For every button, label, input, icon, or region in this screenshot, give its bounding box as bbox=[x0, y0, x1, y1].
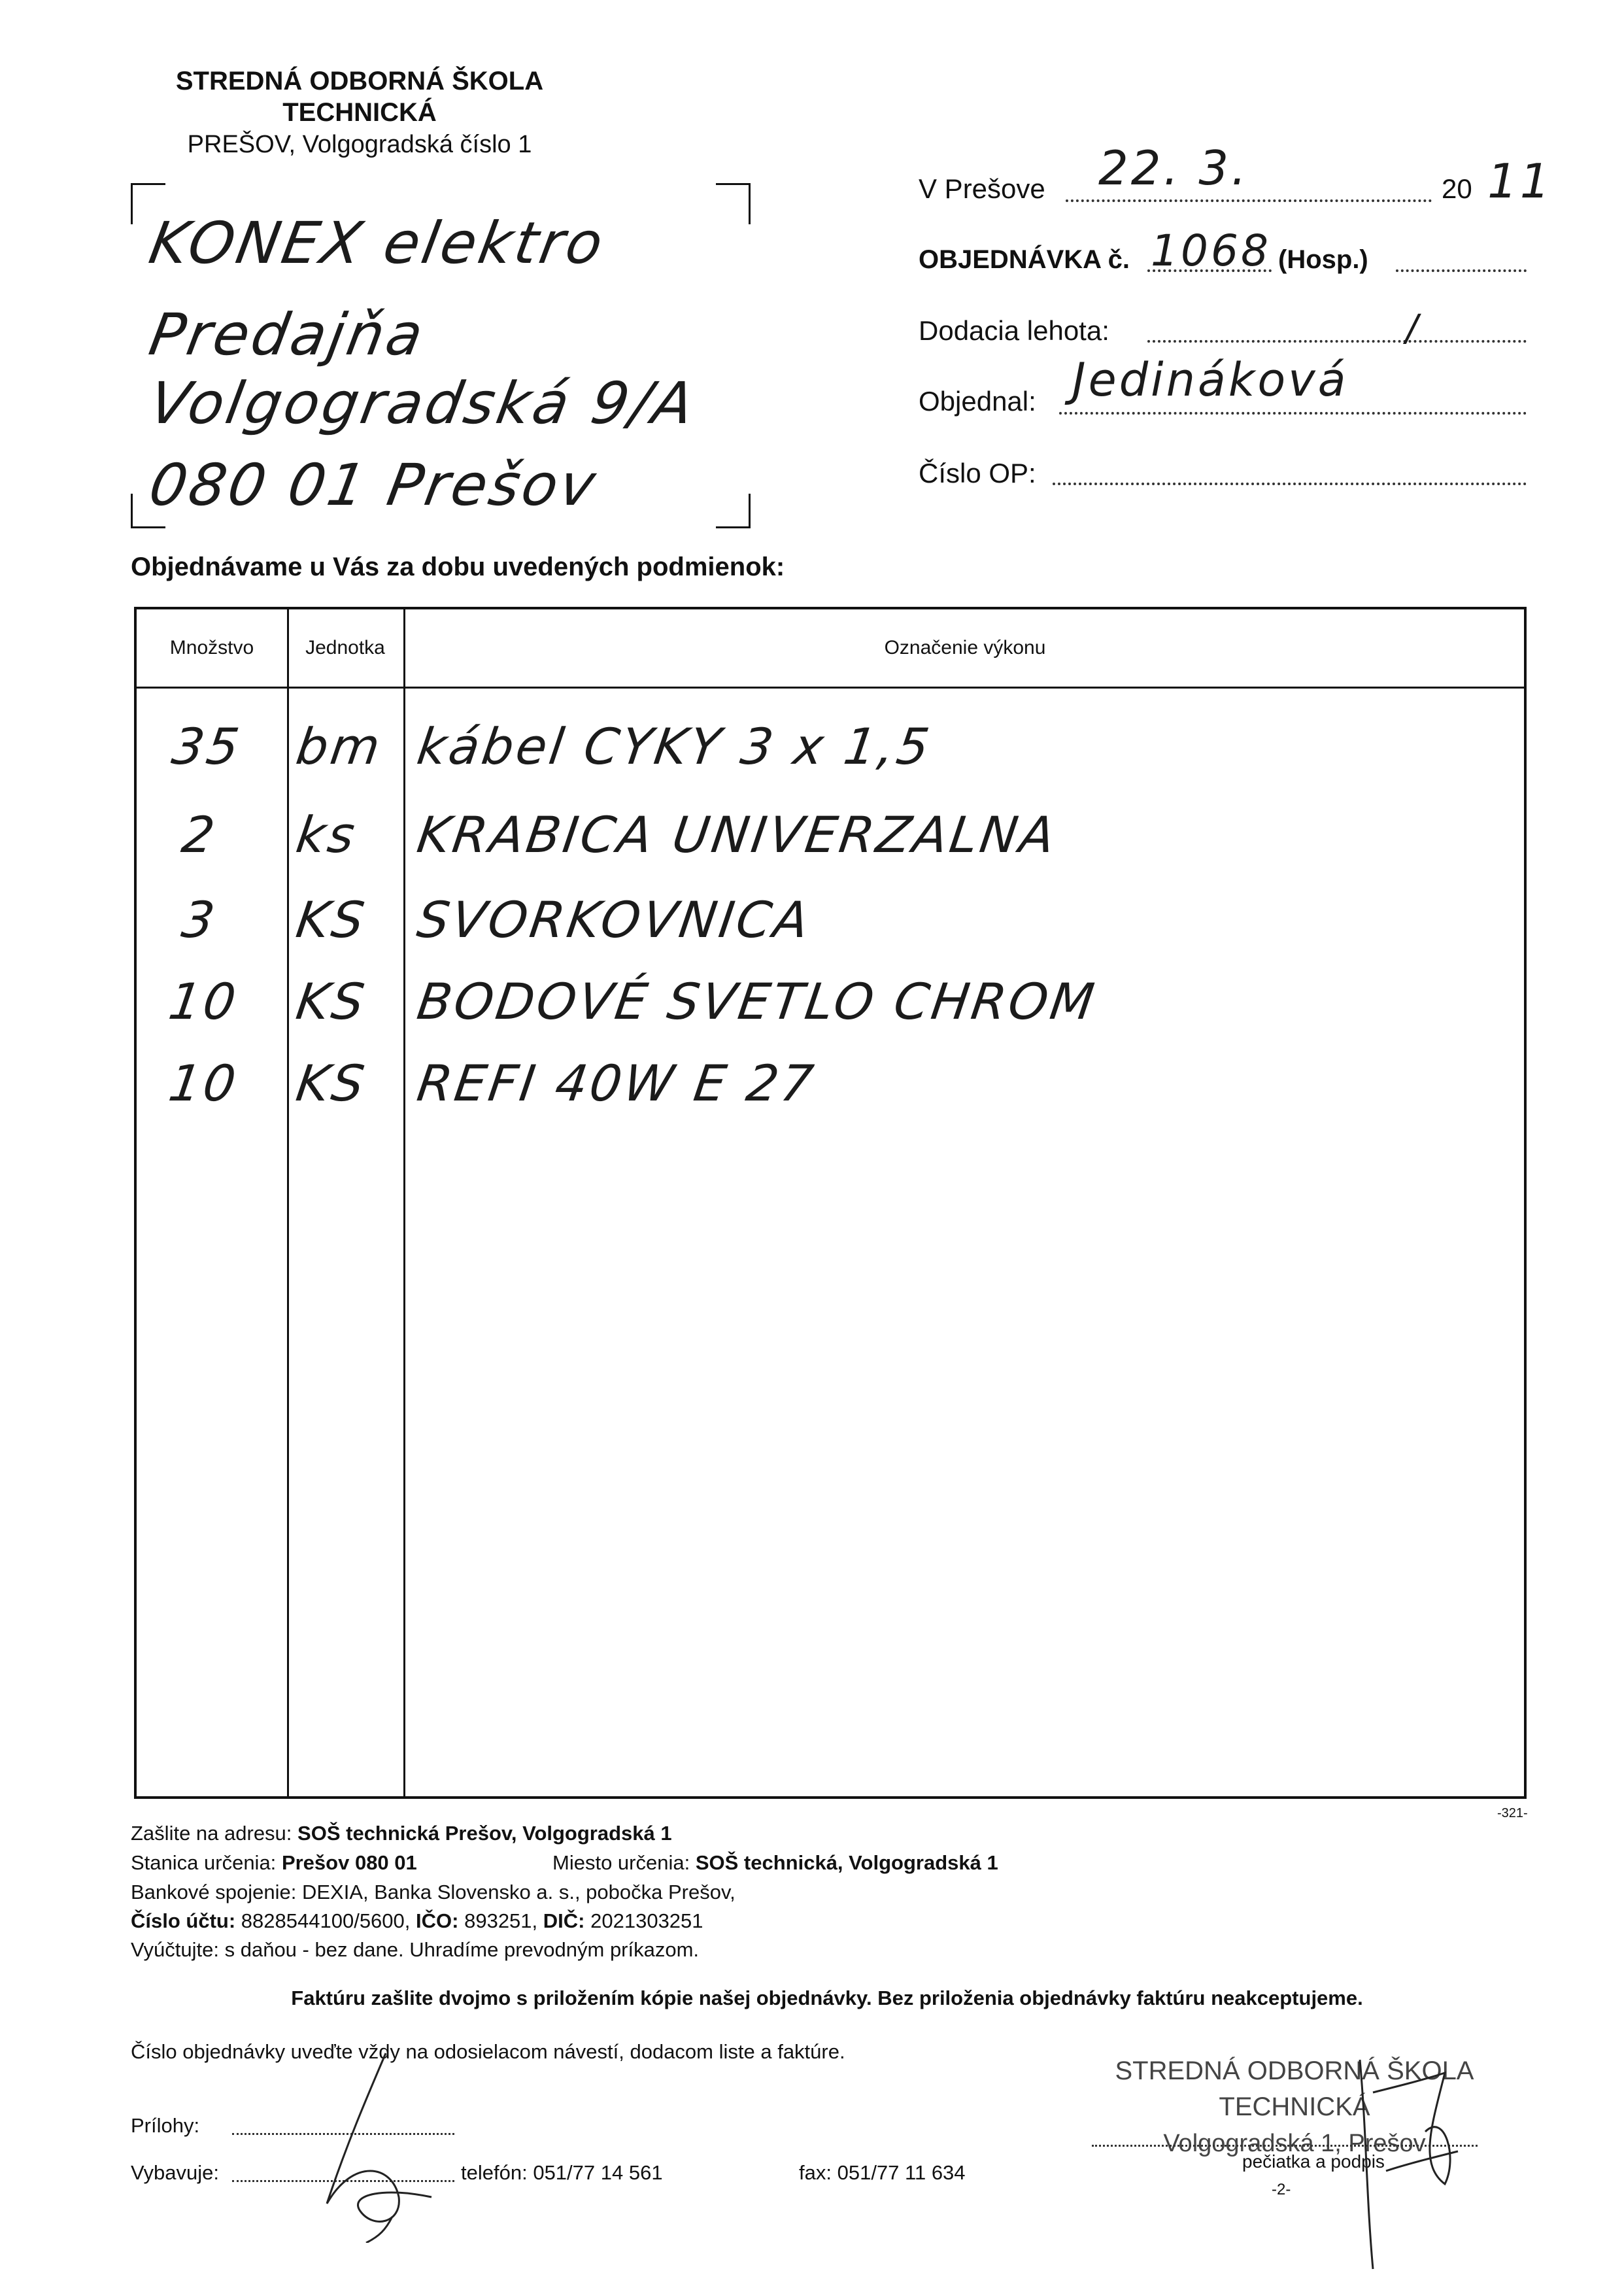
bank-value: DEXIA, Banka Slovensko a. s., pobočka Prešov, bbox=[301, 1881, 736, 1903]
delivery-dots bbox=[1147, 340, 1527, 343]
send-address-line bbox=[131, 1822, 672, 1845]
row2-unit: ks bbox=[292, 806, 361, 864]
row5-unit: KS bbox=[292, 1054, 371, 1112]
row3-description: SVORKOVNICA bbox=[413, 891, 815, 949]
year-value: 11 bbox=[1487, 154, 1553, 209]
ordered-by-value: Jedináková bbox=[1072, 353, 1349, 407]
recipient-street: Volgogradská 9/A bbox=[144, 369, 702, 437]
dic-value: 2021303251 bbox=[590, 1909, 703, 1932]
stamp-line2: TECHNICKÁ bbox=[1219, 2092, 1370, 2121]
row3-unit: KS bbox=[292, 891, 371, 949]
account-value: 8828544100/5600, bbox=[241, 1909, 411, 1932]
column-divider-2 bbox=[403, 609, 405, 1796]
address-corner-tr bbox=[716, 183, 751, 224]
row2-description: KRABICA UNIVERZALNA bbox=[413, 806, 1061, 864]
header-description: Označenie výkonu bbox=[884, 637, 1046, 658]
billing-line bbox=[131, 1938, 699, 1962]
row4-unit: KS bbox=[292, 972, 371, 1031]
delivery-value: / bbox=[1406, 307, 1421, 350]
station-label: Stanica určenia: bbox=[131, 1851, 277, 1874]
ico-label: IČO: bbox=[416, 1909, 459, 1932]
ordered-by-dots bbox=[1059, 412, 1527, 415]
header-unit: Jednotka bbox=[305, 637, 385, 658]
address-corner-br bbox=[716, 494, 751, 528]
row4-description: BODOVÉ SVETLO CHROM bbox=[413, 972, 1100, 1031]
fax-value: 051/77 11 634 bbox=[837, 2161, 966, 2184]
fax-label: fax: bbox=[799, 2161, 832, 2184]
recipient-line2: Predajňa bbox=[144, 301, 431, 368]
ico-value: 893251, bbox=[464, 1909, 538, 1932]
page-mark: -2- bbox=[1272, 2181, 1291, 2198]
phone-value: 051/77 14 561 bbox=[533, 2161, 663, 2184]
fax-line bbox=[799, 2161, 966, 2185]
school-name-line1: STREDNÁ ODBORNÁ ŠKOLA bbox=[175, 67, 544, 95]
row3-quantity: 3 bbox=[178, 891, 221, 949]
attachments-label: Prílohy: bbox=[131, 2114, 200, 2137]
dic-label: DIČ: bbox=[543, 1909, 585, 1932]
destination-label: Miesto určenia: bbox=[552, 1851, 690, 1874]
delivery-label: Dodacia lehota: bbox=[919, 315, 1109, 346]
recipient-city: 080 01 Prešov bbox=[144, 451, 603, 519]
billing-label: Vyúčtujte: bbox=[131, 1938, 219, 1961]
intro-line: Objednávame u Vás za dobu uvedených podmienok: bbox=[131, 553, 785, 581]
row2-quantity: 2 bbox=[178, 806, 221, 864]
approver-signature bbox=[1347, 2053, 1478, 2276]
order-number-note: Číslo objednávky uveďte vždy na odosielacom návestí, dodacom liste a faktúre. bbox=[131, 2040, 845, 2063]
billing-value: s daňou - bez dane. Uhradíme prevodným príkazom. bbox=[224, 1938, 700, 1961]
row1-description: kábel CYKY 3 x 1,5 bbox=[413, 717, 936, 776]
form-code: -321- bbox=[1497, 1806, 1528, 1820]
order-suffix-dots bbox=[1396, 269, 1527, 272]
ordered-by-label: Objednal: bbox=[919, 386, 1036, 417]
year-prefix: 20 bbox=[1442, 173, 1472, 204]
send-address-label: Zašlite na adresu: bbox=[131, 1822, 292, 1845]
row1-unit: bm bbox=[292, 717, 386, 776]
destination-line bbox=[552, 1851, 998, 1875]
date-value: 22. 3. bbox=[1098, 141, 1249, 196]
header-divider bbox=[137, 687, 1524, 689]
order-suffix: (Hosp.) bbox=[1278, 245, 1368, 274]
stamp-line3: Volgogradská 1, Prešov bbox=[1163, 2130, 1426, 2157]
phone-label: telefón: bbox=[461, 2161, 528, 2184]
signature-label: pečiatka a podpis bbox=[1242, 2151, 1385, 2172]
order-number-value: 1068 bbox=[1151, 226, 1271, 276]
account-label: Číslo účtu: bbox=[131, 1909, 236, 1932]
row5-description: REFI 40W E 27 bbox=[413, 1054, 820, 1112]
row4-quantity: 10 bbox=[165, 972, 242, 1031]
op-number-dots bbox=[1053, 483, 1527, 485]
school-address: PREŠOV, Volgogradská číslo 1 bbox=[187, 131, 532, 158]
bank-label: Bankové spojenie: bbox=[131, 1881, 297, 1903]
station-value: Prešov 080 01 bbox=[281, 1851, 417, 1874]
op-number-label: Číslo OP: bbox=[919, 458, 1036, 488]
account-line bbox=[131, 1909, 703, 1933]
column-divider-1 bbox=[287, 609, 289, 1796]
row5-quantity: 10 bbox=[165, 1054, 242, 1112]
date-dotted-line bbox=[1066, 199, 1432, 202]
stamp-line1: STREDNÁ ODBORNÁ ŠKOLA bbox=[1115, 2056, 1474, 2085]
bank-line bbox=[131, 1881, 736, 1904]
row1-quantity: 35 bbox=[168, 717, 245, 776]
header-quantity: Množstvo bbox=[169, 637, 254, 658]
recipient-name: KONEX elektro bbox=[144, 209, 611, 277]
handles-label: Vybavuje: bbox=[131, 2161, 219, 2184]
school-name-line2: TECHNICKÁ bbox=[282, 98, 437, 127]
place-label: V Prešove bbox=[919, 173, 1045, 204]
invoice-note: Faktúru zašlite dvojmo s priložením kópie našej objednávky. Bez priloženia objednávky faktúru neakceptujeme. bbox=[291, 1987, 1363, 2009]
destination-value: SOŠ technická, Volgogradská 1 bbox=[695, 1851, 998, 1874]
order-number-label: OBJEDNÁVKA č. bbox=[919, 245, 1130, 274]
station-line bbox=[131, 1851, 417, 1875]
send-address-value: SOŠ technická Prešov, Volgogradská 1 bbox=[297, 1822, 672, 1845]
handler-signature bbox=[288, 2047, 497, 2243]
school-name bbox=[118, 65, 601, 128]
order-table bbox=[134, 607, 1527, 1799]
